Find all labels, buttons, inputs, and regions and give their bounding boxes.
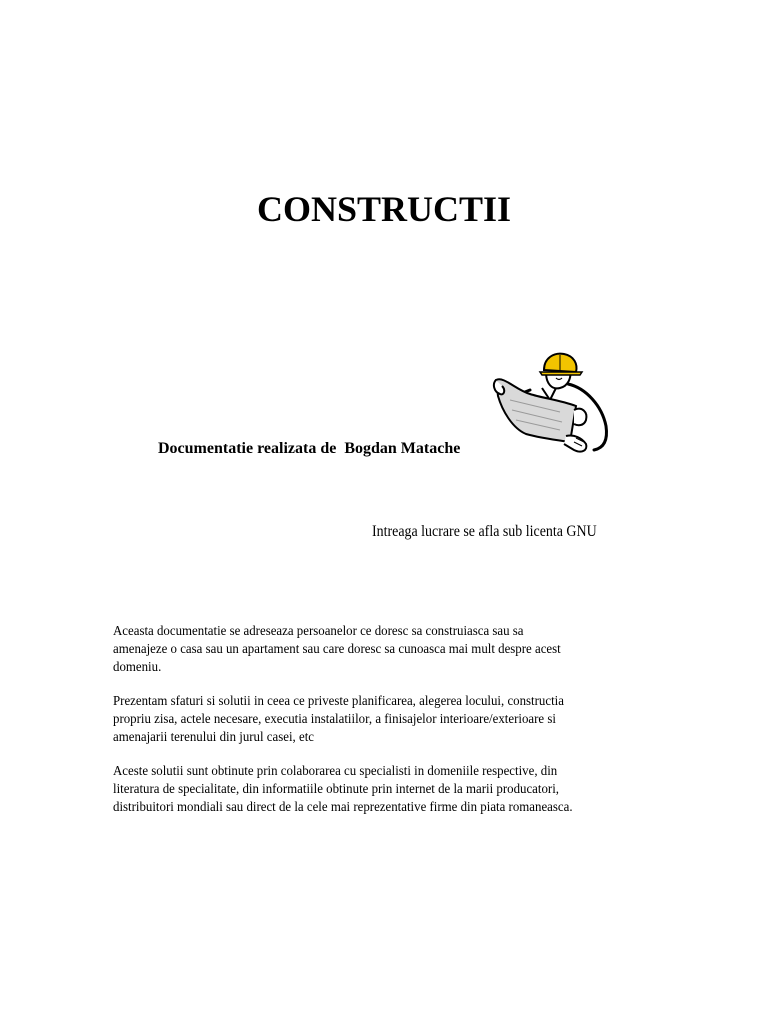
paragraph-sources: [113, 763, 656, 817]
paragraph-audience: [113, 623, 656, 677]
license-line: Intreaga lucrare se afla sub licenta GNU: [372, 523, 597, 540]
paragraph-contents: [113, 693, 656, 747]
text-line: Aceasta documentatie se adreseaza persoanelor ce doresc sa construiasca sau sa: [113, 624, 524, 639]
construction-worker-with-blueprint-icon: [490, 350, 614, 456]
text-line: propriu zisa, actele necesare, executia instalatiilor, a finisajelor interioare/exterioare si: [113, 712, 556, 727]
document-body: [113, 623, 713, 833]
text-line: Prezentam sfaturi si solutii in ceea ce priveste planificarea, alegerea locului, constructia: [113, 694, 564, 709]
text-line: Aceste solutii sunt obtinute prin colaborarea cu specialisti in domeniile respective, din: [113, 764, 558, 779]
text-line: amenajarii terenului din jurul casei, etc: [113, 730, 314, 745]
text-line: distribuitori mondiali sau direct de la cele mai reprezentative firme din piata romaneasca.: [113, 800, 573, 815]
text-line: domeniu.: [113, 660, 162, 675]
author-line: Documentatie realizata de Bogdan Matache: [158, 440, 461, 457]
text-line: amenajeze o casa sau un apartament sau care doresc sa cunoasca mai mult despre acest: [113, 642, 561, 657]
document-title: CONSTRUCTII: [256, 189, 512, 229]
text-line: literatura de specialitate, din informatiile obtinute prin internet de la marii producatori,: [113, 782, 559, 797]
